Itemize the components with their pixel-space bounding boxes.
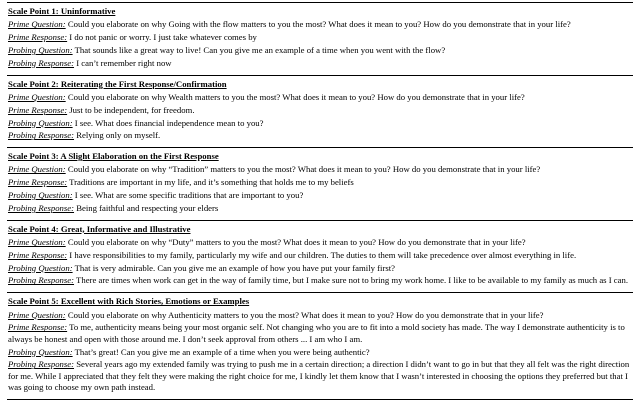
table-bottom-rule <box>7 399 633 400</box>
entry-text: I can’t remember right now <box>76 57 172 68</box>
entry-text: That sounds like a great way to live! Can you give me an example of a time when you went with the flow? <box>74 44 446 55</box>
entry-prime-question <box>8 19 632 30</box>
section-title: Scale Point 4: Great, Informative and Illustrative <box>8 223 191 234</box>
entry-label: Prime Response: <box>8 177 68 188</box>
entry-label: Probing Response: <box>8 275 75 286</box>
scale-point-3-section <box>7 147 633 220</box>
entry-prime-response <box>8 250 632 261</box>
entry-text: That’s great! Can you give me an example of a time when you were being authentic? <box>74 346 370 357</box>
entry-probing-question <box>8 118 632 129</box>
entry-label: Probing Question: <box>8 190 73 201</box>
entry-text: I have responsibilities to my family, particularly my wife and our children. The duties to them will take precedence over almost everything in life. <box>69 249 577 260</box>
entry-probing-question <box>8 190 632 201</box>
entry-text: There are times when work can get in the way of family time, but I make sure not to bring my work home. I like to be available to my family as much as I can. <box>76 275 629 286</box>
entry-label: Probing Response: <box>8 359 75 370</box>
entry-prime-response <box>8 177 632 188</box>
entry-prime-question <box>8 164 632 175</box>
section-title: Scale Point 3: A Slight Elaboration on the First Response <box>8 151 219 162</box>
section-title: Scale Point 1: Uninformative <box>8 6 116 16</box>
entry-text: Traditions are important in my life, and it’s something that holds me to my beliefs <box>69 177 354 188</box>
entry-probing-response <box>8 58 632 69</box>
entry-text: I see. What does financial independence mean to you? <box>74 117 264 128</box>
entry-text: Being faithful and respecting your elders <box>76 202 219 213</box>
section-title: Scale Point 5: Excellent with Rich Stories, Emotions or Examples <box>8 296 250 307</box>
entry-text: Could you elaborate on why “Tradition” matters to you the most? What does it mean to you? How do you demonstrate that in your life? <box>67 164 541 175</box>
entry-probing-question <box>8 263 632 274</box>
entry-probing-response <box>8 359 632 393</box>
entry-label: Prime Response: <box>8 32 68 43</box>
scale-point-4-section <box>7 220 633 293</box>
entry-label: Prime Question: <box>8 164 66 175</box>
entry-label: Probing Response: <box>8 202 75 213</box>
entry-text: I see. What are some specific traditions that are important to you? <box>74 190 304 201</box>
section-title: Scale Point 2: Reiterating the First Response/Confirmation <box>8 78 227 89</box>
scale-point-1-section <box>7 2 633 75</box>
entry-prime-question <box>8 237 632 248</box>
entry-label: Prime Question: <box>8 237 66 247</box>
entry-label: Prime Question: <box>8 19 66 30</box>
entry-label: Prime Response: <box>8 249 68 260</box>
entry-label: Probing Response: <box>8 130 75 141</box>
entry-prime-question <box>8 92 632 103</box>
entry-probing-question <box>8 45 632 56</box>
entry-text: Could you elaborate on why Wealth matters to you the most? What does it mean to you? How do you demonstrate that in your life? <box>67 91 525 102</box>
entry-probing-response <box>8 275 632 286</box>
entry-text: I do not panic or worry. I just take whatever comes by <box>69 32 257 43</box>
entry-label: Probing Question: <box>8 44 73 55</box>
entry-label: Prime Question: <box>8 309 66 320</box>
entry-text: Several years ago my extended family was trying to push me in a certain direction; a direction I didn’t want to go in but that they all felt was the right direction for me. While I appreciated that they felt they were making the right choice for me, I kindly let them know that I wasn’t interested in choosing the options they preferred but that I was going to choose my own path instead. <box>8 359 630 392</box>
entry-label: Probing Question: <box>8 262 73 273</box>
entry-text: Relying only on myself. <box>76 130 161 141</box>
entry-probing-response <box>8 203 632 214</box>
scale-point-5-section <box>7 292 633 399</box>
entry-prime-response <box>8 32 632 43</box>
entry-label: Probing Response: <box>8 57 75 68</box>
entry-probing-question <box>8 347 632 358</box>
entry-label: Probing Question: <box>8 117 73 128</box>
entry-label: Probing Question: <box>8 346 73 357</box>
entry-text: To me, authenticity means being your most organic self. Not changing who you are to fit into a mold society has made. The way I demonstrate authenticity is to always be honest and open with those around me. I don’t seek approval from others ... I am who I am. <box>8 322 625 344</box>
entry-prime-response <box>8 105 632 116</box>
entry-prime-question <box>8 310 632 321</box>
entry-text: Just to be independent, for freedom. <box>69 104 195 115</box>
scale-point-2-section <box>7 75 633 148</box>
entry-text: That is very admirable. Can you give me an example of how you have put your family first? <box>74 262 395 273</box>
entry-text: Could you elaborate on why Going with the flow matters to you the most? What does it mean to you? How do you demonstrate that in your life? <box>67 19 571 30</box>
entry-probing-response <box>8 130 632 141</box>
entry-text: Could you elaborate on why Authenticity matters to you the most? What does it mean to you? How do you demonstrate that in your life? <box>67 309 544 320</box>
entry-label: Prime Question: <box>8 91 66 102</box>
entry-prime-response <box>8 322 632 345</box>
entry-label: Prime Response: <box>8 104 68 115</box>
entry-text: Could you elaborate on why “Duty” matters to you the most? What does it mean to you? How do you demonstrate that in your life? <box>67 237 526 247</box>
entry-label: Prime Response: <box>8 322 68 333</box>
